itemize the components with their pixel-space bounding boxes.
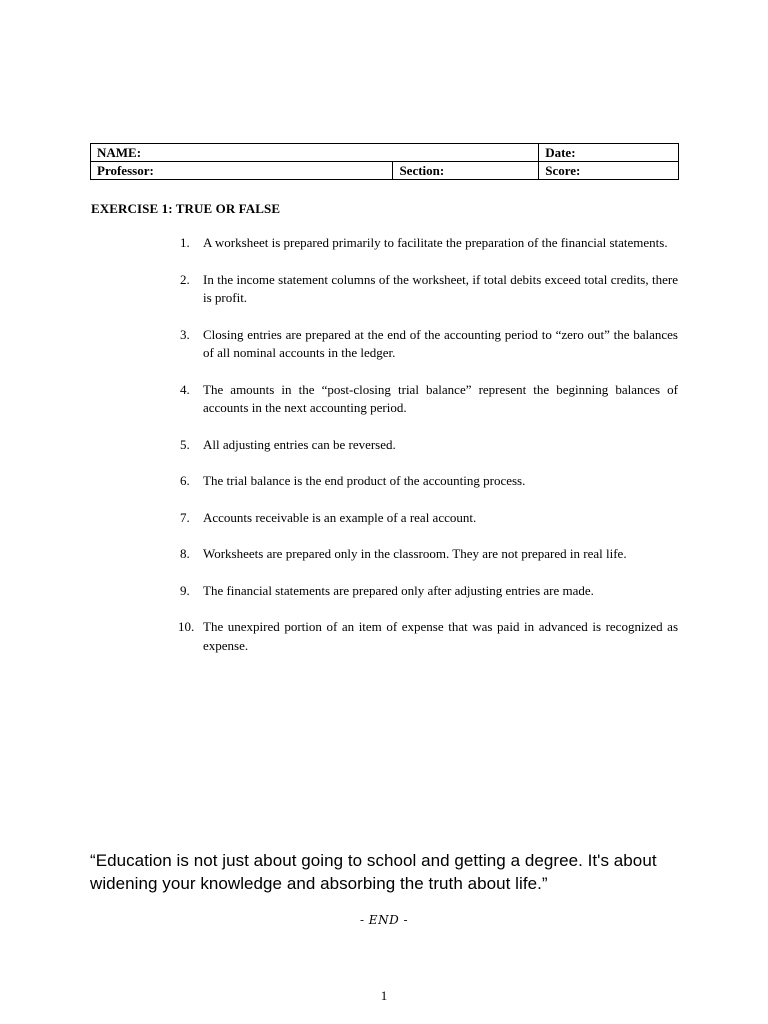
question-number: 2. [180, 271, 190, 287]
question-number: 10. [178, 619, 195, 634]
question-number: 6. [180, 473, 190, 488]
section-field: Section: [393, 162, 539, 180]
question-number: 8. [180, 546, 190, 561]
student-info-table [90, 143, 679, 180]
question-item [178, 436, 678, 455]
closing-quote: “Education is not just about going to school and getting a degree. It's about widening your knowledge and absorbing the truth about life.” [90, 851, 657, 893]
question-number: 4. [180, 381, 190, 397]
question-item [178, 326, 678, 363]
question-item [178, 381, 678, 418]
question-text: The unexpired portion of an item of expense that was paid in advanced is recognized as expense. [203, 619, 678, 653]
question-item [178, 234, 678, 253]
exercise-title: EXERCISE 1: TRUE OR FALSE [91, 201, 281, 216]
question-item [178, 472, 678, 491]
student-info-row-1 [91, 144, 679, 162]
professor-field: Professor: [91, 162, 393, 180]
question-number: 9. [180, 582, 190, 598]
question-item [178, 618, 678, 655]
question-text: Closing entries are prepared at the end of the accounting period to “zero out” the balances of all nominal accounts in the ledger. [203, 326, 678, 360]
question-text: Worksheets are prepared only in the classroom. They are not prepared in real life. [203, 546, 627, 561]
question-number: 1. [180, 235, 190, 250]
question-number: 7. [180, 509, 190, 525]
name-field: NAME: [91, 144, 539, 162]
score-field: Score: [539, 162, 679, 180]
end-marker: - END - [359, 913, 409, 927]
question-item [178, 545, 678, 564]
question-number: 3. [180, 326, 190, 342]
question-text: In the income statement columns of the worksheet, if total debits exceed total credits, there is profit. [203, 271, 678, 305]
question-text: All adjusting entries can be reversed. [203, 436, 396, 452]
question-text: The trial balance is the end product of the accounting process. [203, 473, 526, 488]
question-text: A worksheet is prepared primarily to facilitate the preparation of the financial statements. [203, 235, 668, 250]
page-number: 1 [380, 988, 388, 1003]
question-item [178, 509, 678, 528]
question-text: Accounts receivable is an example of a real account. [203, 509, 477, 525]
date-field: Date: [539, 144, 679, 162]
question-item [178, 582, 678, 601]
question-text: The financial statements are prepared only after adjusting entries are made. [203, 582, 594, 598]
question-number: 5. [180, 436, 190, 452]
question-item [178, 271, 678, 308]
question-text: The amounts in the “post-closing trial balance” represent the beginning balances of accounts in the next accounting period. [203, 381, 678, 415]
student-info-row-2 [91, 162, 679, 180]
question-list [178, 234, 678, 655]
